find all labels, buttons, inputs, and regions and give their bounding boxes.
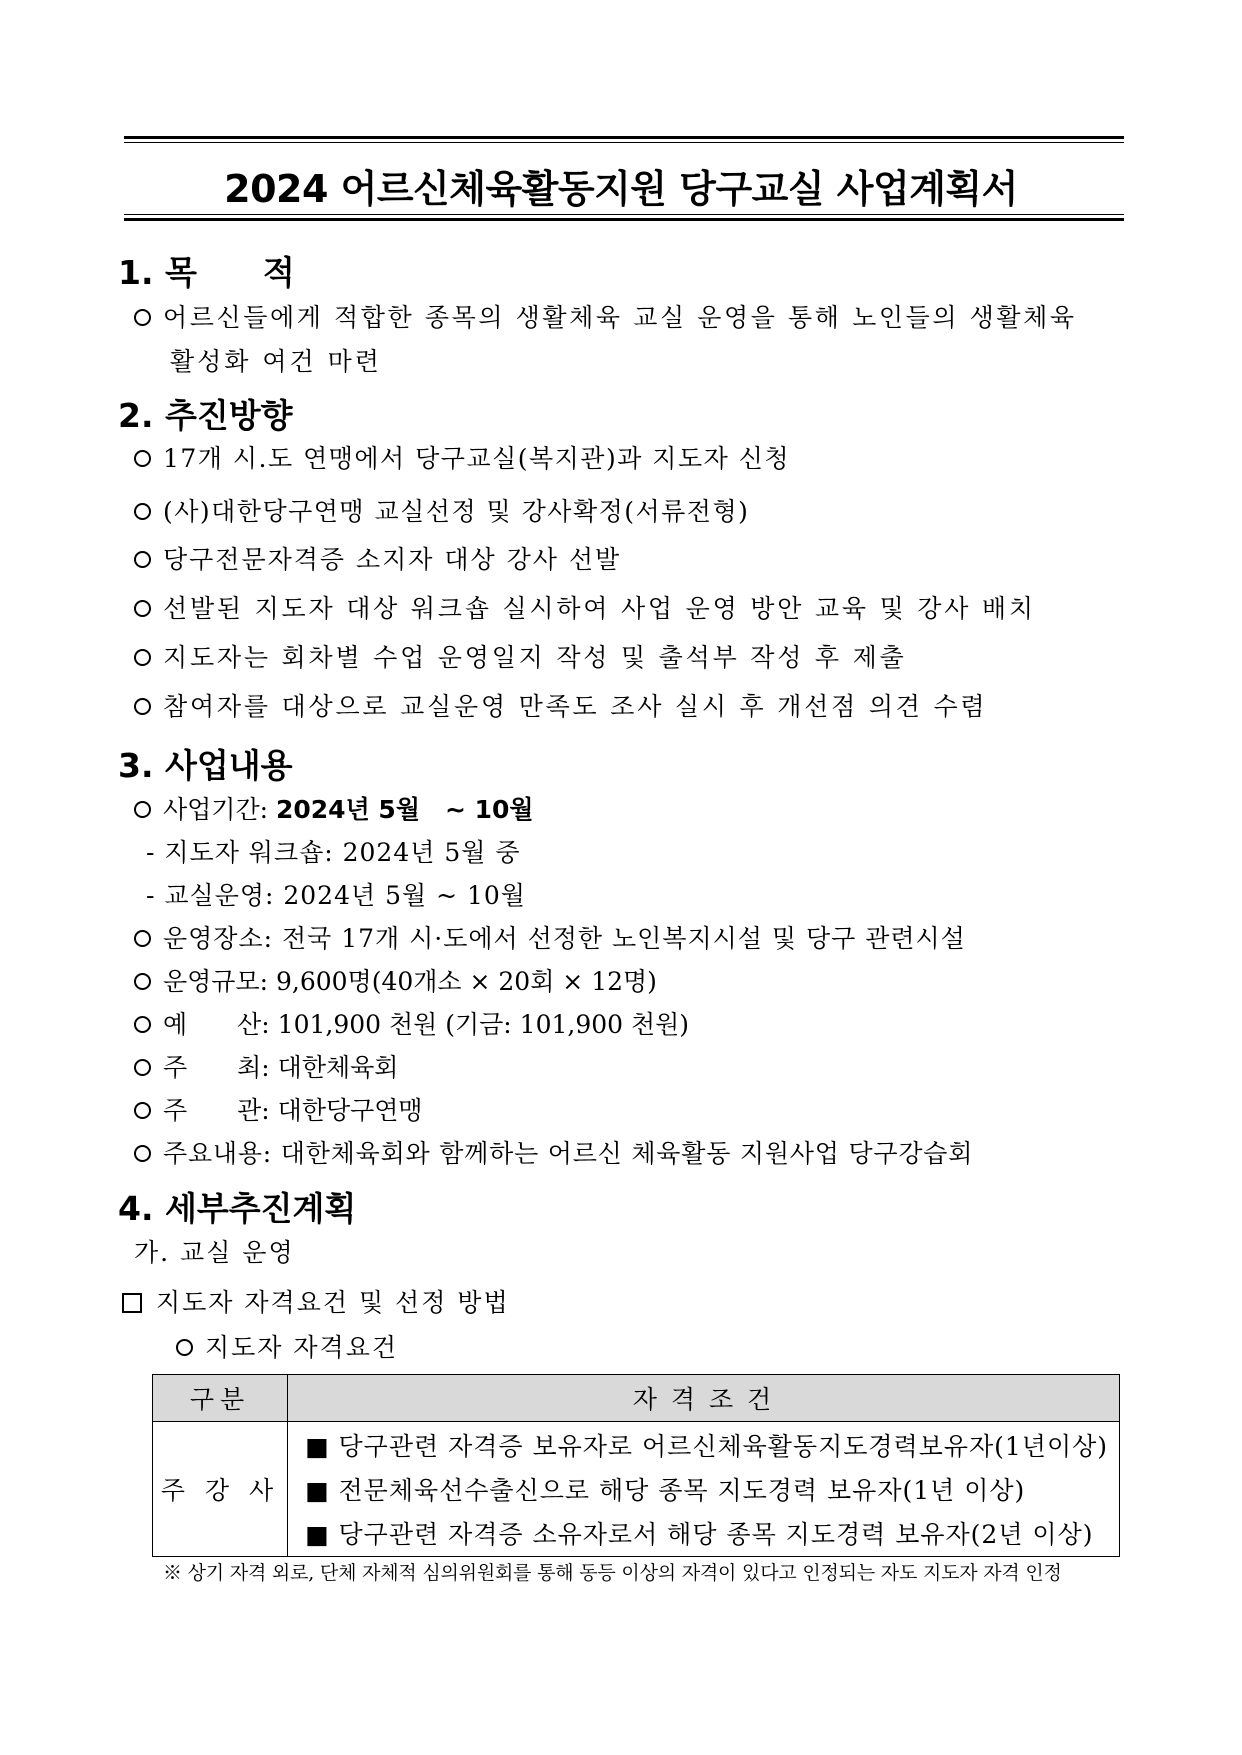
square-bullet-icon [122,1293,142,1313]
box-item: 지도자 자격요건 및 선정 방법 [122,1288,510,1318]
circle-bullet-icon [134,1145,151,1162]
organizer: 주 관: 대한당구연맹 [134,1096,423,1126]
class-period: - 교실운영: 2024년 5월 ~ 10월 [146,881,526,910]
section-4-heading: 4. 세부추진계획 [118,1189,357,1228]
circle-bullet-icon [134,649,151,666]
subsection-heading: 가. 교실 운영 [134,1238,295,1267]
condition-item: ■ 전문체육선수출신으로 해당 종목 지도경력 보유자(1년 이상) [304,1476,1026,1505]
circle-bullet-icon [134,450,151,467]
operation-scale: 운영규모: 9,600명(40개소 × 20회 × 12명) [134,967,657,997]
footnote: ※ 상기 자격 외로, 단체 자체적 심의위원회를 통해 동등 이상의 자격이 있다고 인정되는 자도 지도자 자격 인정 [163,1562,1062,1584]
condition-item: ■ 당구관련 자격증 보유자로 어르신체육활동지도경력보유자(1년이상) [304,1432,1108,1461]
circle-bullet-icon [134,930,151,947]
table-row-label: 주 강 사 [153,1422,288,1557]
table-row [153,1422,1120,1557]
table-row-conditions [287,1422,1119,1557]
table-header-category: 구분 [153,1375,288,1422]
circle-bullet-icon [134,503,151,520]
circle-bullet-icon [176,1339,193,1356]
section-1-item-continued: 활성화 여건 마련 [170,347,382,376]
section-2-item: 17개 시.도 연맹에서 당구교실(복지관)과 지도자 신청 [134,444,790,474]
section-3-heading: 3. 사업내용 [118,746,293,785]
circle-bullet-icon [134,1102,151,1119]
section-2-heading: 2. 추진방향 [118,396,293,435]
project-period: 사업기간: 2024년 5월 ~ 10월 [134,795,534,825]
section-2-item: 지도자는 회차별 수업 운영일지 작성 및 출석부 작성 후 제출 [134,643,907,673]
table-header-row [153,1375,1120,1422]
circle-bullet-icon [134,1059,151,1076]
title-rule-top-thin [124,142,1124,143]
circle-bullet-icon [134,309,151,326]
section-2-item: (사)대한당구연맹 교실선정 및 강사확정(서류전형) [134,497,749,527]
circle-bullet-icon [134,600,151,617]
circle-bullet-icon [134,801,151,818]
title-rule-top-thick [124,136,1124,139]
section-1-item: 어르신들에게 적합한 종목의 생활체육 교실 운영을 통해 노인들의 생활체육 [134,303,1077,333]
circle-bullet-icon [134,698,151,715]
budget: 예 산: 101,900 천원 (기금: 101,900 천원) [134,1010,689,1040]
section-2-item: 당구전문자격증 소지자 대상 강사 선발 [134,545,621,575]
circle-bullet-icon [134,551,151,568]
qualification-table [152,1374,1120,1557]
circle-bullet-icon [134,973,151,990]
condition-item: ■ 당구관련 자격증 소유자로서 해당 종목 지도경력 보유자(2년 이상) [304,1520,1094,1549]
table-header-conditions: 자 격 조 건 [287,1375,1119,1422]
section-1-heading: 1. 목 적 [118,253,295,292]
main-content: 주요내용: 대한체육회와 함께하는 어르신 체육활동 지원사업 당구강습회 [134,1139,973,1169]
host: 주 최: 대한체육회 [134,1053,398,1083]
document-title: 2024 어르신체육활동지원 당구교실 사업계획서 [224,167,1018,211]
operation-place: 운영장소: 전국 17개 시·도에서 선정한 노인복지시설 및 당구 관련시설 [134,924,966,954]
section-2-item: 선발된 지도자 대상 워크숍 실시하여 사업 운영 방안 교육 및 강사 배치 [134,594,1036,624]
title-rule-bottom-thick [124,218,1124,221]
section-2-item: 참여자를 대상으로 교실운영 만족도 조사 실시 후 개선점 의견 수렴 [134,692,987,722]
workshop-period: - 지도자 워크숍: 2024년 5월 중 [146,838,521,867]
title-rule-bottom-thin [124,214,1124,215]
circle-item: 지도자 자격요건 [176,1333,398,1363]
circle-bullet-icon [134,1016,151,1033]
